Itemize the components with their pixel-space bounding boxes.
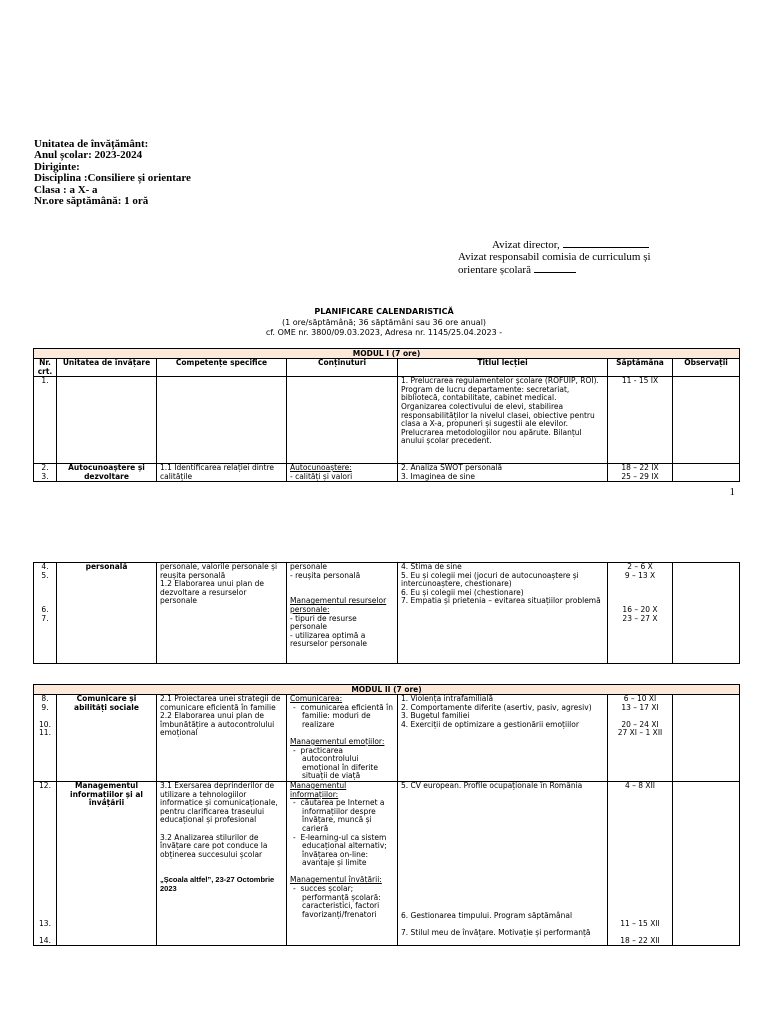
nr-cell: 1. (34, 377, 57, 464)
unit-cell: Comunicare și abilități sociale (57, 695, 157, 782)
continut-cell: Managementul informațiilor: - căutarea pe Internet a informațiilor despre învățare, muncă și carieră - E-learning-ul ca sistem educațional alternativ; învățarea on-line: avantaje și limite Managementul învățării: - succes școlar; performanță școlară: caracteristici, factori favorizanți/frenatori (287, 781, 398, 945)
lesson-cell: 4. Stima de sine 5. Eu și colegii mei (jocuri de autocunoaștere și intercunoaștere, chestionare) 6. Eu și colegii mei (chestionare) 7. Empatia și prietenia – evitarea situațiilor problemă (398, 563, 608, 664)
page-reference: cf. OME nr. 3800/09.03.2023, Adresa nr. 1145/25.04.2023 - (265, 328, 503, 337)
continut-cell: personale - reușita personală Managementul resurselor personale: - tipuri de resurse personale - utilizarea optimă a resurselor personale (287, 563, 398, 664)
module-label: MODUL I (7 ore) (34, 349, 740, 359)
aviz-responsabil-line2: orientare școlară (458, 264, 531, 276)
week-cell: 11 - 15 IX (608, 377, 673, 464)
unit-cell (57, 377, 157, 464)
signature-line (534, 263, 576, 273)
clasa-label: Clasa : a X- a (34, 183, 98, 196)
lesson-cell: 1. Violența intrafamilială 2. Comportamente diferite (asertiv, pasiv, agresiv) 3. Bugetul familiei 4. Exerciții de optimizare a gestionării emoțiilor (398, 695, 608, 782)
scoala-altfel-note: „Școala altfel”, 23-27 Octombrie 2023 (160, 875, 275, 894)
planning-table-page1 (33, 348, 740, 482)
unit-cell: Autocunoaștere și dezvoltare (57, 464, 157, 482)
week-cell: 6 – 10 XI 13 – 17 XI 20 – 24 XI 27 XI – 1 XII (608, 695, 673, 782)
nr-cell: 12. 13. 14. (34, 781, 57, 945)
diriginte-label: Diriginte: (34, 160, 80, 173)
notes-cell (673, 781, 740, 945)
column-header: Competențe specifice (157, 359, 287, 377)
unit-cell: personală (57, 563, 157, 664)
column-header: Conținuturi (287, 359, 398, 377)
page-number: 1 (729, 486, 735, 498)
nr-ore-label: Nr.ore săptămână: 1 oră (34, 195, 149, 208)
disciplina-label: Disciplina :Consiliere și orientare (34, 172, 191, 185)
school-year: Anul școlar: 2023-2024 (34, 149, 143, 162)
aviz-responsabil (458, 251, 651, 276)
lesson-cell: 2. Analiza SWOT personală 3. Imaginea de sine (398, 464, 608, 482)
column-header: Unitatea de învățare (57, 359, 157, 377)
lesson-cell: 1. Prelucrarea regulamentelor școlare (ROFUIP, ROI). Program de lucru departamente: secretariat, bibliotecă, contabilitate, cabinet medical. Organizarea colectivului de elevi, stabilirea responsabilităților la nivelul clasei, obiective pentru clasa a X-a, propuneri și sugestii ale elevilor. Prelucrarea metodologiilor nou apărute. Bilanțul anului școlar precedent. (398, 377, 608, 464)
continut-cell (287, 377, 398, 464)
nr-cell: 2. 3. (34, 464, 57, 482)
unit-cell: Managementul informațiilor și al învățării (57, 781, 157, 945)
aviz-responsabil-line1: Avizat responsabil comisia de curriculum și (458, 251, 651, 263)
planning-table-page2-module1 (33, 562, 740, 664)
table-row (34, 377, 740, 464)
school-header (34, 139, 191, 207)
nr-cell: 4. 5. 6. 7. (34, 563, 57, 664)
competente-cell: 2.1 Proiectarea unei strategii de comunicare eficientă în familie 2.2 Elaborarea unui plan de îmbunătățire a autocontrolului emoțional (157, 695, 287, 782)
aviz-director-text: Avizat director, (492, 239, 560, 251)
table-row (34, 464, 740, 482)
notes-cell (673, 464, 740, 482)
table-row (34, 781, 740, 945)
planning-table-module2 (33, 684, 740, 946)
lesson-cell: 5. CV european. Profile ocupaționale în România 6. Gestionarea timpului. Program săptămânal 7. Stilul meu de învățare. Motivație și performanță (398, 781, 608, 945)
column-header: Săptămâna (608, 359, 673, 377)
competente-cell (157, 377, 287, 464)
week-cell: 18 – 22 IX 25 – 29 IX (608, 464, 673, 482)
column-header: Observații (673, 359, 740, 377)
continut-cell: Comunicarea: - comunicarea eficientă în familie: moduri de realizare Managementul emoțiilor: - practicarea autocontrolului emoțional în diferite situații de viață (287, 695, 398, 782)
competente-cell: 3.1 Exersarea deprinderilor de utilizare a tehnologiilor informatice și comunicaționale, pentru clarificarea traseului educațional și profesional 3.2 Analizarea stilurilor de învățare care pot conduce la obținerea succesului școlar „Școala altfel”, 23-27 Octombrie 2023 (157, 781, 287, 945)
competente-cell: personale, valorile personale și reușita personală 1.2 Elaborarea unui plan de dezvoltare a resurselor personale (157, 563, 287, 664)
notes-cell (673, 377, 740, 464)
notes-cell (673, 563, 740, 664)
competente-cell: 1.1 Identificarea relației dintre calitățile (157, 464, 287, 482)
table-row (34, 563, 740, 664)
table-header-row (34, 359, 740, 377)
week-cell: 2 – 6 X 9 – 13 X 16 – 20 X 23 – 27 X (608, 563, 673, 664)
column-header: Nr. crt. (34, 359, 57, 377)
week-cell: 4 – 8 XII 11 – 15 XII 18 – 22 XII (608, 781, 673, 945)
notes-cell (673, 695, 740, 782)
page-subtitle: (1 ore/săptămână; 36 săptămâni sau 36 ore anual) (281, 318, 487, 327)
unitatea-label: Unitatea de învățământ: (34, 138, 149, 150)
signature-line (563, 238, 649, 248)
continut-cell: Autocunoaștere: - calități și valori (287, 464, 398, 482)
module-label: MODUL II (7 ore) (34, 685, 740, 695)
aviz-director (492, 238, 649, 251)
nr-cell: 8. 9. 10. 11. (34, 695, 57, 782)
column-header: Titlul lecției (398, 359, 608, 377)
table-row (34, 695, 740, 782)
page-title: PLANIFICARE CALENDARISTICĂ (314, 307, 454, 316)
